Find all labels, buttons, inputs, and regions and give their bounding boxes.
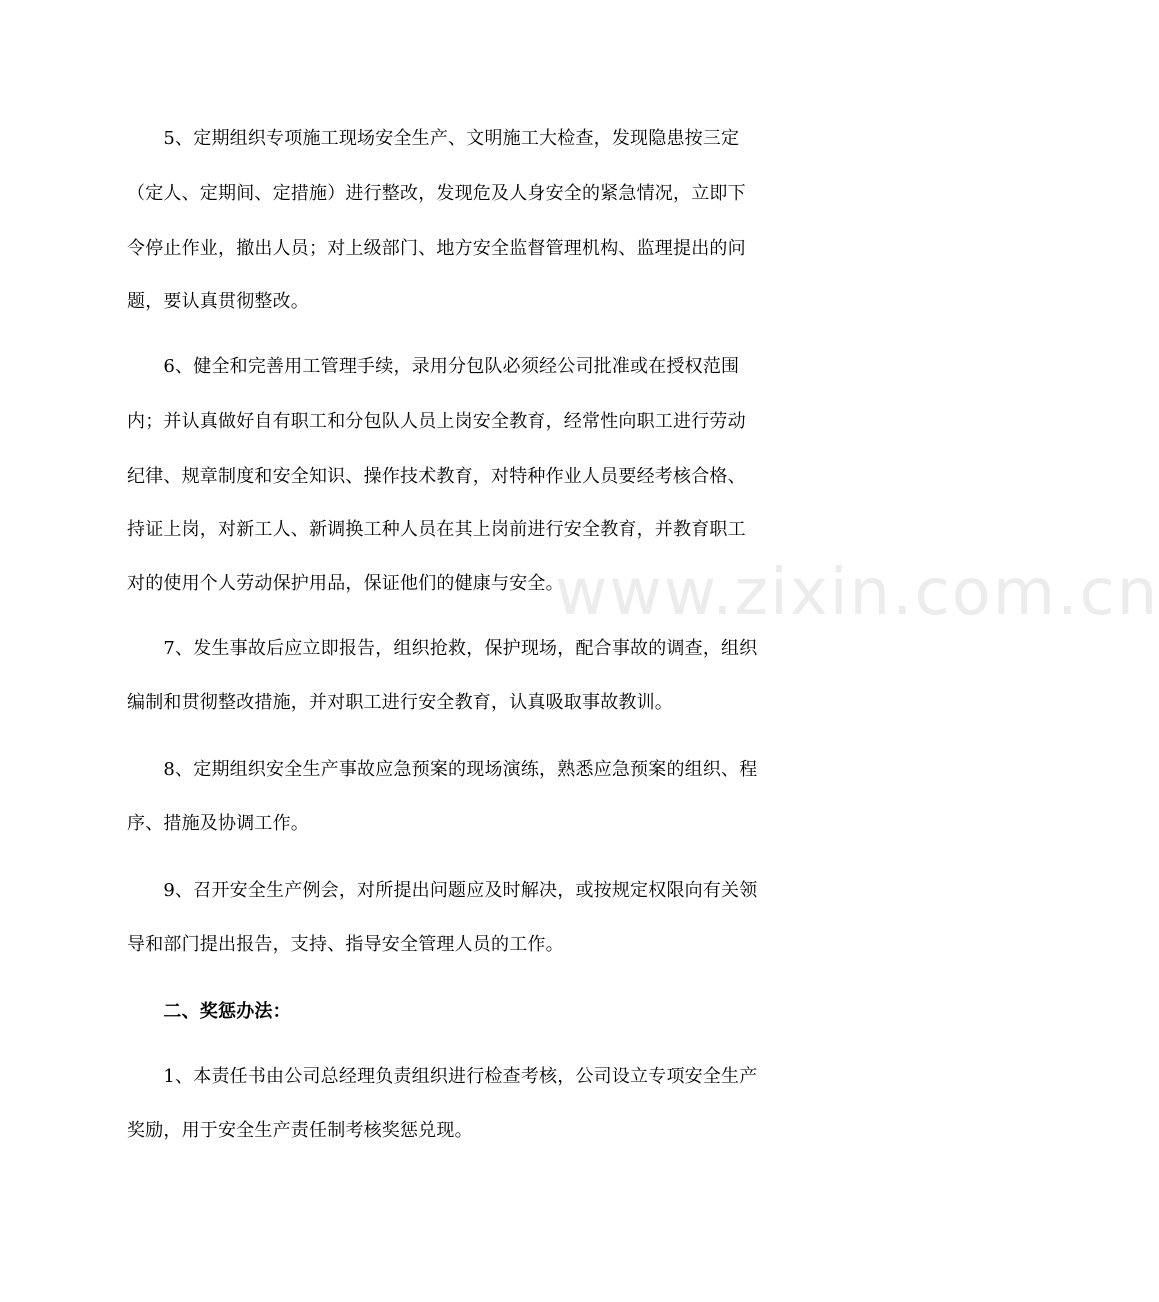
- paragraph-5-line-2: （定人、定期间、定措施）进行整改，发现危及人身安全的紧急情况，立即下: [127, 183, 746, 204]
- paragraph-7-line-2: 编制和贯彻整改措施，并对职工进行安全教育，认真吸取事故教训。: [127, 692, 673, 713]
- paragraph-5-line-4: 题，要认真贯彻整改。: [127, 291, 309, 312]
- paragraph-6-line-2: 内；并认真做好自有职工和分包队人员上岗安全教育，经常性向职工进行劳动: [127, 411, 746, 432]
- paragraph-5-line-1: 5、定期组织专项施工现场安全生产、文明施工大检查，发现隐患按三定: [127, 128, 740, 149]
- paragraph-5-line-3: 令停止作业，撤出人员；对上级部门、地方安全监督管理机构、监理提出的问: [127, 238, 746, 259]
- section-heading: 二、奖惩办法：: [127, 1001, 291, 1022]
- paragraph-8-line-2: 序、措施及协调工作。: [127, 813, 309, 834]
- paragraph-9-line-2: 导和部门提出报告，支持、指导安全管理人员的工作。: [127, 934, 564, 955]
- paragraph-6-line-5: 对的使用个人劳动保护用品，保证他们的健康与安全。: [127, 573, 564, 594]
- paragraph-6-line-1: 6、健全和完善用工管理手续，录用分包队必须经公司批准或在授权范围: [127, 356, 740, 377]
- paragraph-7-line-1: 7、发生事故后应立即报告，组织抢救，保护现场，配合事故的调查，组织: [127, 638, 758, 659]
- watermark: www.zixin.com.cn: [555, 556, 1159, 630]
- reward-paragraph-line-2: 奖励，用于安全生产责任制考核奖惩兑现。: [127, 1120, 473, 1141]
- paragraph-6-line-4: 持证上岗，对新工人、新调换工种人员在其上岗前进行安全教育，并教育职工: [127, 519, 746, 540]
- paragraph-6-line-3: 纪律、规章制度和安全知识、操作技术教育，对特种作业人员要经考核合格、: [127, 466, 746, 487]
- paragraph-9-line-1: 9、召开安全生产例会，对所提出问题应及时解决，或按规定权限向有关领: [127, 880, 758, 901]
- reward-paragraph-line-1: 1、本责任书由公司总经理负责组织进行检查考核，公司设立专项安全生产: [127, 1066, 758, 1087]
- paragraph-8-line-1: 8、定期组织安全生产事故应急预案的现场演练，熟悉应急预案的组织、程: [127, 759, 758, 780]
